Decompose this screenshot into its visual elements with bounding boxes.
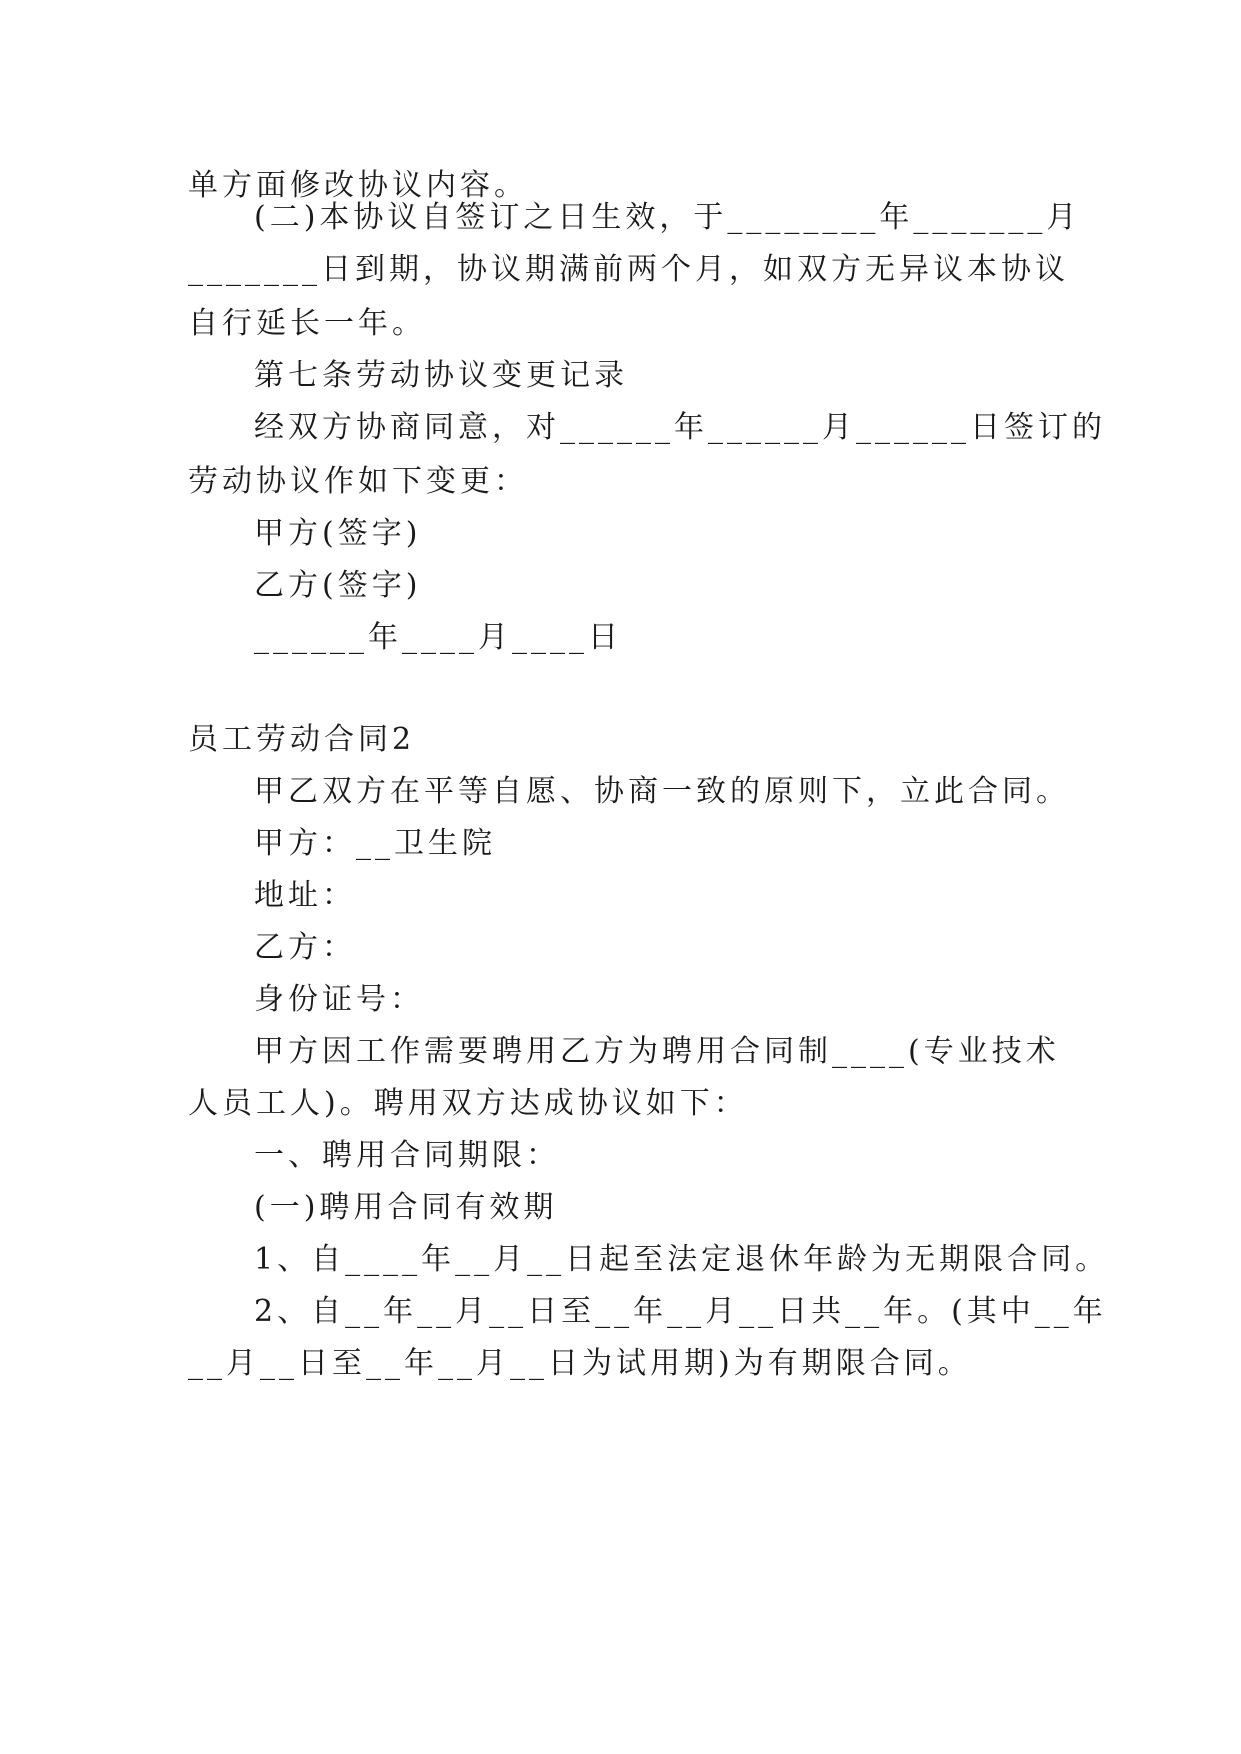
text-line: 自行延长一年。 xyxy=(188,306,426,341)
section-heading: 第七条劳动协议变更记录 xyxy=(254,358,628,393)
text-line: 甲乙双方在平等自愿、协商一致的原则下，立此合同。 xyxy=(254,774,1070,809)
subsection-heading: (一)聘用合同有效期 xyxy=(254,1190,558,1225)
field-address: 地址： xyxy=(254,878,356,913)
date-line: ______年____月____日 xyxy=(254,620,622,655)
field-id-number: 身份证号： xyxy=(254,982,424,1017)
document-title: 员工劳动合同2 xyxy=(188,722,416,757)
list-item: 1、自____年__月__日起至法定退休年龄为无期限合同。 xyxy=(254,1242,1110,1277)
text-line: 经双方协商同意，对______年______月______日签订的 xyxy=(254,410,1106,445)
text-line: 甲方因工作需要聘用乙方为聘用合同制____(专业技术 xyxy=(254,1034,1060,1069)
field-party-a: 甲方：__卫生院 xyxy=(254,826,496,861)
text-line: 劳动协议作如下变更： xyxy=(188,464,528,499)
text-line: (二)本协议自签订之日生效，于________年_______月 xyxy=(254,200,1081,235)
list-item: 2、自__年__月__日至__年__月__日共__年。(其中__年 xyxy=(254,1294,1107,1329)
text-line: 人员工人)。聘用双方达成协议如下： xyxy=(188,1086,748,1121)
text-line: _______日到期，协议期满前两个月，如双方无异议本协议 xyxy=(188,252,1069,287)
signature-line-party-b: 乙方(签字) xyxy=(254,568,422,603)
text-line: 单方面修改协议内容。 xyxy=(188,168,528,203)
text-line: __月__日至__年__月__日为试用期)为有期限合同。 xyxy=(188,1346,972,1381)
signature-line-party-a: 甲方(签字) xyxy=(254,516,422,551)
section-heading: 一、聘用合同期限： xyxy=(254,1138,560,1173)
field-party-b: 乙方： xyxy=(254,930,356,965)
